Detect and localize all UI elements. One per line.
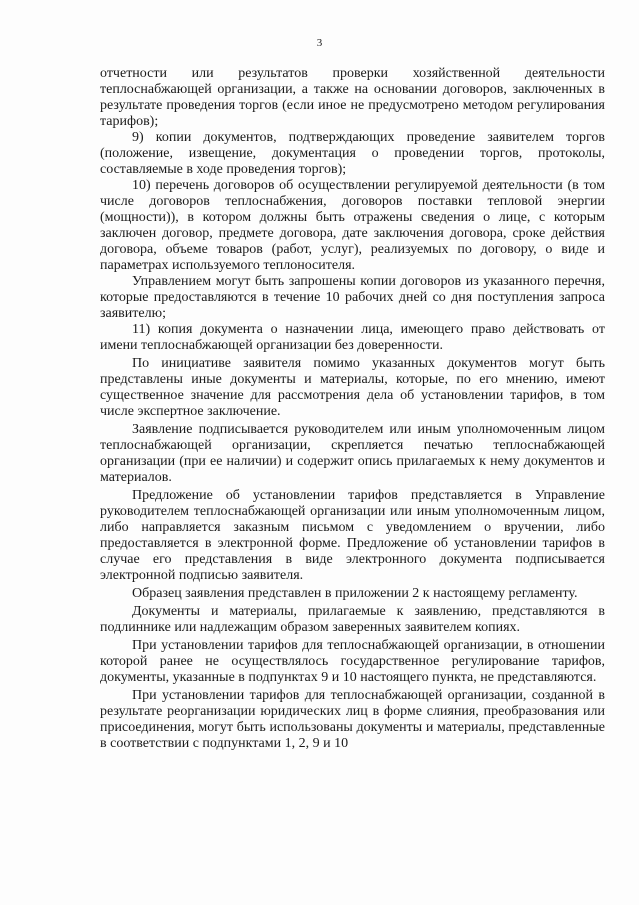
paragraph-item-9: 9) копии документов, подтверждающих проведение заявителем торгов (положение, извещение, документация о проведении торгов, протоколы, составляемые в ходе проведения торгов); — [100, 130, 605, 177]
document-body — [100, 66, 605, 752]
paragraph-originals: Документы и материалы, прилагаемые к заявлению, представляются в подлиннике или надлежащим образом заверенных заявителем копиях. — [100, 604, 605, 635]
paragraph-first-regulation: При установлении тарифов для теплоснабжающей организации, в отношении которой ранее не осуществлялось государственное регулирование тарифов, документы, указанные в подпунктах 9 и 10 настоящего пункта, не представляются. — [100, 638, 605, 685]
paragraph-item-10: 10) перечень договоров об осуществлении регулируемой деятельности (в том числе договоров теплоснабжения, договоров поставки тепловой энергии (мощности)), в котором должны быть отражены сведения о лице, с которым заключен договор, предмете договора, дате заключения договора, сроке действия договора, объеме товаров (работ, услуг), реализуемых по договору, о виде и параметрах используемого теплоносителя. — [100, 178, 605, 273]
paragraph-submission: Предложение об установлении тарифов представляется в Управление руководителем теплоснабжающей организации или иным уполномоченным лицом, либо направляется заказным письмом с уведомлением о вручении, либо предоставляется в электронной форме. Предложение об установлении тарифов в случае его представления в виде электронного документа подписывается электронной подписью заявителя. — [100, 488, 605, 583]
paragraph-continuation: отчетности или результатов проверки хозяйственной деятельности теплоснабжающей организации, а также на основании договоров, заключенных в результате проведения торгов (если иное не предусмотрено методом регулирования тарифов); — [100, 66, 605, 129]
paragraph-additional-documents: По инициативе заявителя помимо указанных документов могут быть представлены иные документы и материалы, которые, по его мнению, имеют существенное значение для рассмотрения дела об установлении тарифов, в том числе экспертное заключение. — [100, 356, 605, 419]
paragraph-item-11: 11) копия документа о назначении лица, имеющего право действовать от имени теплоснабжающей организации без доверенности. — [100, 322, 605, 353]
paragraph-sample: Образец заявления представлен в приложении 2 к настоящему регламенту. — [132, 586, 578, 601]
paragraph-signature: Заявление подписывается руководителем или иным уполномоченным лицом теплоснабжающей организации, скрепляется печатью теплоснабжающей организации (при ее наличии) и содержит опись прилагаемых к нему документов и материалов. — [100, 422, 605, 485]
page-number: 3 — [316, 37, 323, 49]
paragraph-contracts-request: Управлением могут быть запрошены копии договоров из указанного перечня, которые предоставляются в течение 10 рабочих дней со дня поступления запроса заявителю; — [100, 274, 605, 321]
paragraph-reorganization: При установлении тарифов для теплоснабжающей организации, созданной в результате реорганизации юридических лиц в форме слияния, преобразования или присоединения, могут быть использованы документы и материалы, представленные в соответствии с подпунктами 1, 2, 9 и 10 — [100, 688, 605, 751]
